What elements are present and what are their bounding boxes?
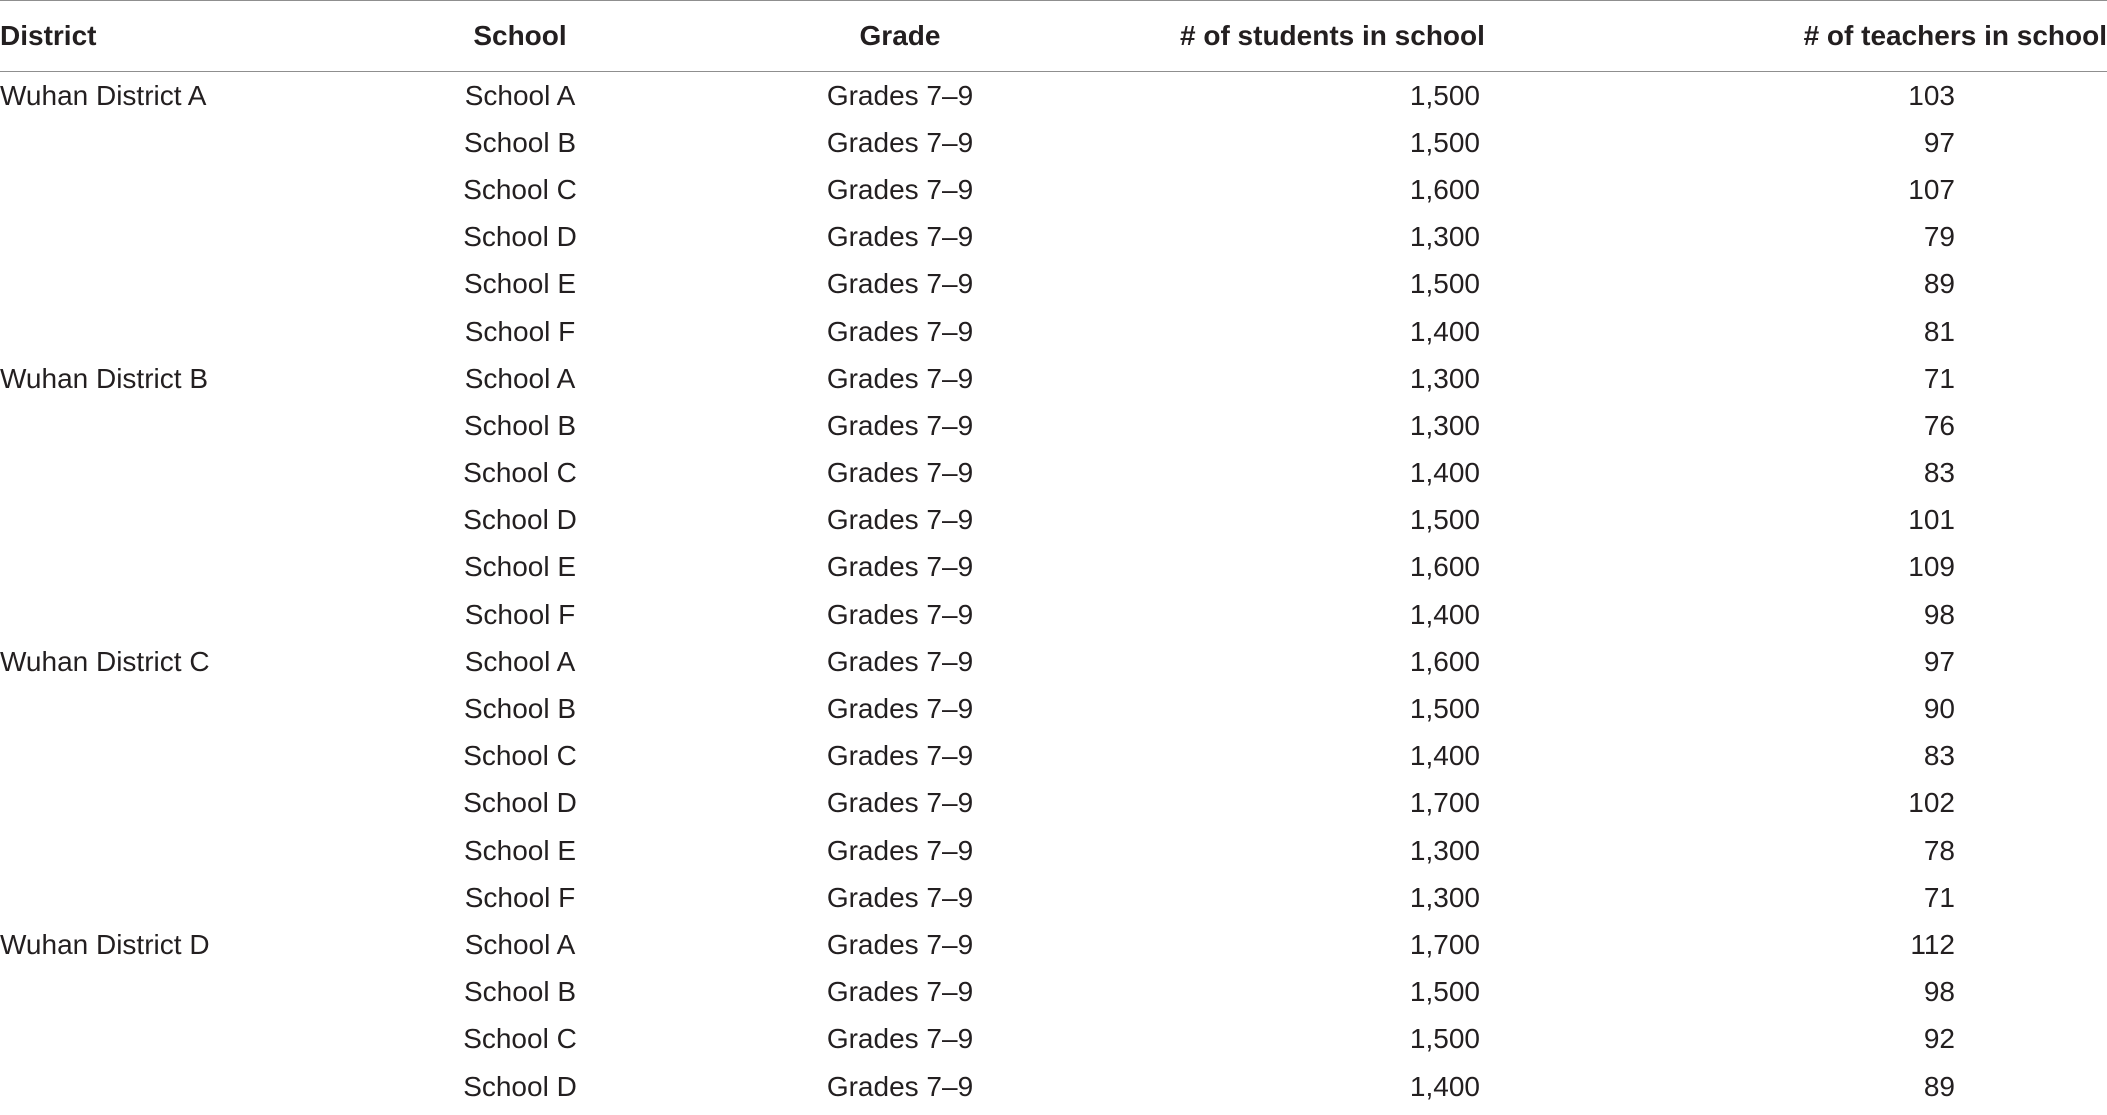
cell-school: School F bbox=[464, 598, 576, 630]
table-row bbox=[0, 591, 2107, 638]
table-row bbox=[0, 921, 2107, 968]
header-district: District bbox=[0, 1, 420, 72]
cell-grade: Grades 7–9 bbox=[826, 409, 974, 441]
cell-district bbox=[0, 497, 420, 544]
cell-teachers: 83 bbox=[1923, 740, 1955, 772]
cell-teachers: 79 bbox=[1923, 221, 1955, 253]
cell-students: 1,500 bbox=[1409, 1023, 1480, 1055]
cell-students: 1,600 bbox=[1409, 551, 1480, 583]
cell-school: School C bbox=[463, 740, 577, 772]
cell-grade: Grades 7–9 bbox=[826, 126, 974, 158]
cell-teachers: 90 bbox=[1923, 693, 1955, 725]
cell-district bbox=[0, 733, 420, 780]
cell-school: School D bbox=[463, 1070, 577, 1102]
cell-teachers: 103 bbox=[1908, 79, 1955, 111]
table-row bbox=[0, 874, 2107, 921]
cell-students: 1,500 bbox=[1409, 126, 1480, 158]
cell-teachers: 112 bbox=[1910, 928, 1955, 960]
table-row bbox=[0, 780, 2107, 827]
cell-teachers: 98 bbox=[1923, 976, 1955, 1008]
cell-district: Wuhan District B bbox=[0, 362, 208, 394]
table-body bbox=[0, 72, 2107, 1111]
cell-district bbox=[0, 119, 420, 166]
cell-students: 1,300 bbox=[1409, 362, 1480, 394]
cell-grade: Grades 7–9 bbox=[826, 976, 974, 1008]
table-row bbox=[0, 308, 2107, 355]
cell-students: 1,300 bbox=[1409, 881, 1480, 913]
cell-district bbox=[0, 874, 420, 921]
cell-district bbox=[0, 685, 420, 732]
cell-grade: Grades 7–9 bbox=[826, 881, 974, 913]
table-row bbox=[0, 166, 2107, 213]
cell-school: School C bbox=[463, 457, 577, 489]
cell-school: School B bbox=[463, 693, 577, 725]
cell-grade: Grades 7–9 bbox=[826, 1023, 974, 1055]
header-school: School bbox=[420, 1, 620, 72]
cell-teachers: 97 bbox=[1923, 645, 1955, 677]
cell-students: 1,700 bbox=[1409, 928, 1480, 960]
cell-teachers: 89 bbox=[1923, 1070, 1955, 1102]
cell-district bbox=[0, 308, 420, 355]
cell-teachers: 109 bbox=[1908, 551, 1955, 583]
cell-district bbox=[0, 450, 420, 497]
cell-grade: Grades 7–9 bbox=[826, 504, 974, 536]
cell-grade: Grades 7–9 bbox=[826, 740, 974, 772]
cell-school: School D bbox=[463, 504, 577, 536]
cell-district bbox=[0, 214, 420, 261]
cell-district bbox=[0, 402, 420, 449]
cell-district: Wuhan District D bbox=[0, 928, 210, 960]
cell-students: 1,400 bbox=[1409, 457, 1480, 489]
cell-grade: Grades 7–9 bbox=[826, 834, 974, 866]
cell-teachers: 92 bbox=[1923, 1023, 1955, 1055]
cell-school: School F bbox=[464, 881, 576, 913]
cell-teachers: 81 bbox=[1923, 315, 1955, 347]
cell-district: Wuhan District A bbox=[0, 79, 207, 111]
cell-grade: Grades 7–9 bbox=[826, 693, 974, 725]
header-grade: Grade bbox=[620, 1, 1180, 72]
cell-teachers: 71 bbox=[1923, 362, 1955, 394]
cell-students: 1,600 bbox=[1409, 173, 1480, 205]
cell-grade: Grades 7–9 bbox=[826, 79, 974, 111]
cell-grade: Grades 7–9 bbox=[826, 173, 974, 205]
cell-grade: Grades 7–9 bbox=[826, 268, 974, 300]
cell-students: 1,400 bbox=[1409, 740, 1480, 772]
cell-school: School A bbox=[464, 928, 576, 960]
cell-school: School B bbox=[463, 126, 577, 158]
header-teachers: # of teachers in school bbox=[1480, 1, 2107, 72]
table-row bbox=[0, 214, 2107, 261]
cell-school: School A bbox=[464, 79, 576, 111]
cell-students: 1,300 bbox=[1409, 221, 1480, 253]
cell-teachers: 97 bbox=[1923, 126, 1955, 158]
cell-students: 1,300 bbox=[1409, 409, 1480, 441]
cell-district: Wuhan District C bbox=[0, 645, 210, 677]
table-row bbox=[0, 72, 2107, 120]
cell-students: 1,400 bbox=[1409, 598, 1480, 630]
cell-school: School D bbox=[463, 787, 577, 819]
cell-teachers: 89 bbox=[1923, 268, 1955, 300]
cell-teachers: 71 bbox=[1923, 881, 1955, 913]
table-row bbox=[0, 497, 2107, 544]
cell-teachers: 76 bbox=[1923, 409, 1955, 441]
cell-school: School F bbox=[464, 315, 576, 347]
cell-teachers: 107 bbox=[1908, 173, 1955, 205]
table-header bbox=[0, 1, 2107, 72]
cell-district bbox=[0, 166, 420, 213]
cell-school: School A bbox=[464, 362, 576, 394]
table-row bbox=[0, 119, 2107, 166]
cell-school: School C bbox=[463, 1023, 577, 1055]
cell-district bbox=[0, 1063, 420, 1110]
cell-teachers: 98 bbox=[1923, 598, 1955, 630]
cell-school: School D bbox=[463, 221, 577, 253]
cell-teachers: 78 bbox=[1923, 834, 1955, 866]
cell-students: 1,400 bbox=[1409, 315, 1480, 347]
cell-school: School E bbox=[463, 551, 577, 583]
cell-students: 1,300 bbox=[1409, 834, 1480, 866]
table-row bbox=[0, 261, 2107, 308]
cell-district bbox=[0, 591, 420, 638]
cell-students: 1,600 bbox=[1409, 645, 1480, 677]
table-row bbox=[0, 685, 2107, 732]
cell-students: 1,500 bbox=[1409, 79, 1480, 111]
cell-district bbox=[0, 780, 420, 827]
cell-school: School E bbox=[463, 834, 577, 866]
cell-grade: Grades 7–9 bbox=[826, 551, 974, 583]
table-row bbox=[0, 1063, 2107, 1110]
cell-students: 1,400 bbox=[1409, 1070, 1480, 1102]
table-row bbox=[0, 1016, 2107, 1063]
cell-grade: Grades 7–9 bbox=[826, 787, 974, 819]
cell-grade: Grades 7–9 bbox=[826, 362, 974, 394]
cell-teachers: 83 bbox=[1923, 457, 1955, 489]
header-students: # of students in school bbox=[1180, 1, 1480, 72]
cell-students: 1,500 bbox=[1409, 693, 1480, 725]
cell-grade: Grades 7–9 bbox=[826, 1070, 974, 1102]
cell-grade: Grades 7–9 bbox=[826, 457, 974, 489]
cell-teachers: 102 bbox=[1908, 787, 1955, 819]
cell-district bbox=[0, 827, 420, 874]
cell-grade: Grades 7–9 bbox=[826, 221, 974, 253]
cell-grade: Grades 7–9 bbox=[826, 315, 974, 347]
cell-district bbox=[0, 261, 420, 308]
cell-school: School E bbox=[463, 268, 577, 300]
header-row bbox=[0, 1, 2107, 72]
cell-district bbox=[0, 1016, 420, 1063]
cell-students: 1,500 bbox=[1409, 504, 1480, 536]
table-row bbox=[0, 450, 2107, 497]
table-row bbox=[0, 544, 2107, 591]
table-row bbox=[0, 638, 2107, 685]
cell-teachers: 101 bbox=[1908, 504, 1955, 536]
table-row bbox=[0, 969, 2107, 1016]
cell-school: School A bbox=[464, 645, 576, 677]
table-row bbox=[0, 733, 2107, 780]
cell-students: 1,700 bbox=[1409, 787, 1480, 819]
cell-school: School C bbox=[463, 173, 577, 205]
table-row bbox=[0, 402, 2107, 449]
cell-school: School B bbox=[463, 976, 577, 1008]
cell-grade: Grades 7–9 bbox=[826, 645, 974, 677]
table-row bbox=[0, 827, 2107, 874]
cell-grade: Grades 7–9 bbox=[826, 928, 974, 960]
cell-students: 1,500 bbox=[1409, 268, 1480, 300]
cell-grade: Grades 7–9 bbox=[826, 598, 974, 630]
cell-district bbox=[0, 544, 420, 591]
cell-district bbox=[0, 969, 420, 1016]
table-row bbox=[0, 355, 2107, 402]
cell-students: 1,500 bbox=[1409, 976, 1480, 1008]
cell-school: School B bbox=[463, 409, 577, 441]
